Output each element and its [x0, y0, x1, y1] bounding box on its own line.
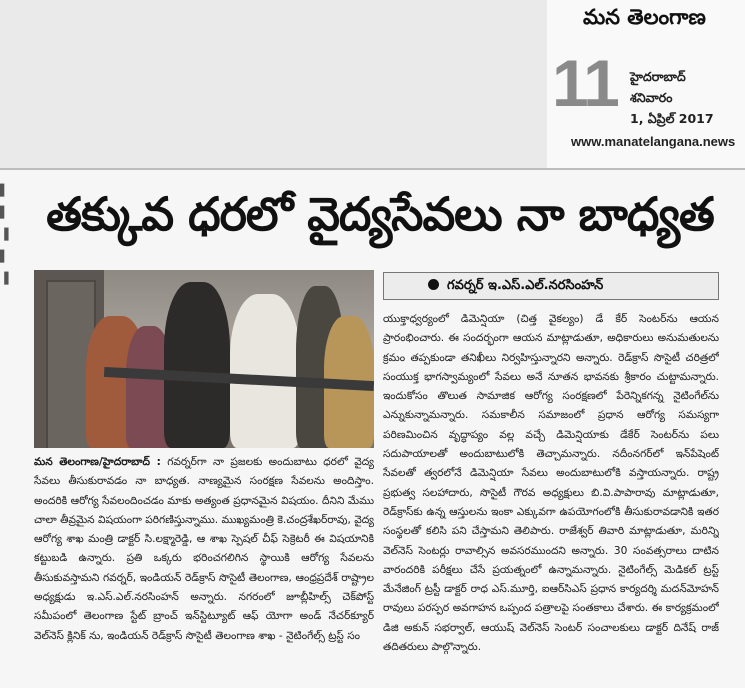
article-body-left: గవర్నర్‌గా నా ప్రజలకు అందుబాటు ధరలో వైద్య సేవలు తీసుకురావడం నా బాధ్యత. నాణ్యమైన సంరక్షణ సేవలను అందిస్తాం. అందరికి ఆరోగ్య సేవలందించడం మాకు అత్యంత ప్రధానమైన విషయం. దీనిని మేము చాలా తీవ్రమైన విషయంగా పరిగణిస్తున్నాము. ముఖ్యమంత్రి కె.చంద్రశేఖర్‌రావు, వైద్య ఆరోగ్య శాఖ మంత్రి డాక్టర్ సి.లక్ష్మారెడ్డి, ఆ శాఖ స్పెషల్ చీఫ్ సెక్రెటరీ ఈ విషయానికి కట్టుబడి ఉన్నారు. ప్రతి ఒక్కరు భరించగలిగిన స్థాయికి ఆరోగ్య సేవలను తీసుకువస్తామని గవర్నర్, ఇండియన్ రెడ్‌క్రాస్ సొసైటీ తెలంగాణ, ఆంధ్రప్రదేశ్ రాష్ట్రాల అధ్యక్షుడు ఇ.ఎస్.ఎల్.నరసింహన్ అన్నారు. నగరంలో జూబ్లీహిల్స్ చెక్‌పోస్ట్ సమీపంలో తెలంగాణ స్టేట్ బ్రాంచ్ ఇన్‌స్టిట్యూట్ ఆఫ్ యోగా అండ్ నేచర్‌క్యూర్ వెల్‌నెస్ క్లినిక్ ను, ఇండియన్ రెడ్‌క్రాస్ సొసైటీ తెలంగాణ శాఖ - నైటింగేల్స్ ట్రస్ట్ సం: [34, 456, 374, 642]
article-lead: మన తెలంగాణ/హైదరాబాద్ :: [34, 456, 161, 468]
masthead: [0, 0, 745, 170]
website-url: www.manatelangana.news: [571, 134, 736, 149]
date-day-number: 11: [552, 46, 618, 120]
dateline-city: హైదరాబాద్: [630, 69, 686, 84]
article-photo: [34, 270, 374, 448]
photo-person: [164, 282, 230, 448]
photo-person: [230, 294, 300, 448]
article-byline: [383, 272, 719, 300]
article-column-left: [34, 453, 374, 683]
article-headline: తక్కువ ధరలో వైద్యసేవలు నా బాధ్యత: [46, 187, 714, 241]
article-column-right: [383, 310, 719, 684]
dateline-date: 1, ఏప్రిల్ 2017: [630, 111, 714, 126]
dateline: [630, 66, 742, 129]
newspaper-name: మన తెలంగాణ: [583, 4, 706, 29]
adjacent-column-edge: ▌ ▌ ▐ ▌ ▐: [0, 184, 9, 285]
byline-text: గవర్నర్ ఇ.ఎస్.ఎల్.నరసింహన్: [447, 278, 604, 293]
bullet-icon: [428, 279, 439, 290]
dateline-weekday: శనివారం: [630, 90, 673, 105]
article-body-right: యుక్తాధ్వర్యంలో డిమెన్షియా (చిత్త వైకల్యం) డే కేర్ సెంటర్‌ను ఆయన ప్రారంభించారు. ఈ సందర్భంగా ఆయన మాట్లాడుతూ, అధికారులు అనుమతులను క్రమం తప్పకుండా తనిఖీలు నిర్వహిస్తున్నారని అన్నారు. రెడ్‌క్రాస్ సొసైటీ చరిత్రలో సంయుక్త భాగస్వామ్యంలో సేవలు అనే నూతన భావనకు శ్రీకారం చుట్టామన్నారు. ఇందుకోసం తొలుత సామాజిక ఆరోగ్య సంరక్షణలో పేరెన్నికగన్న నైటింగేల్‌ను ఎన్నుకున్నామన్నారు. సమకాలీన సమాజంలో ప్రధాన ఆరోగ్య సమస్యగా పరిణమించిన వృద్ధాప్యం వల్ల వచ్చే డిమెన్షియాకు డేకేర్ సెంటర్‌ను పలు సదుపాయాలతో అందుబాటులోకి తెచ్చామన్నారు. నదీంనగర్‌లో ఇన్‌పేషెంట్ సేవలతో త్వరలోనే డిమెన్షియా సేవలు అందుబాటులోకి వస్తాయన్నారు. రాష్ట్ర ప్రభుత్వ సలహాదారు, సొసైటీ గౌరవ అధ్యక్షులు బి.వి.పాపారావు మాట్లాడుతూ, రెడ్‌క్రాస్‌కు ఉన్న ఆస్తులను ఇంకా ఎక్కువగా ఉపయోగంలోకి తీసుకురావడానికి ఇతర సంస్థలతో కలిసి పని చేస్తామని తెలిపారు. రాజేశ్వర్ తివారి మాట్లాడుతూ, మరిన్ని వెల్‌నెస్ సెంటర్లు రావాల్సిన అవసరముందని అన్నారు. 30 సంవత్సరాలు దాటిన వారందరికి పరీక్షలు చేసే ప్రయత్నంలో ఉన్నామన్నారు. నైటింగేల్స్ మెడికల్ ట్రస్ట్ మేనేజింగ్ ట్రస్టీ డాక్టర్ రాధ ఎస్.మూర్తి, ఐఆర్‌సిఎస్ ప్రధాన కార్యదర్శి మదన్‌మోహన్ రావులు పరస్పర అవగాహన ఒప్పంద పత్రాలపై సంతకాలు చేశారు. ఈ కార్యక్రమంలో డిజి అకున్ సభర్వాల్, ఆయుష్ వెల్‌నెస్ సెంటర్ సంచాలకులు డాక్టర్ దినేష్ రాజ్ తదితరులు పాల్గొన్నారు.: [383, 313, 719, 654]
masthead-background: [0, 0, 547, 170]
